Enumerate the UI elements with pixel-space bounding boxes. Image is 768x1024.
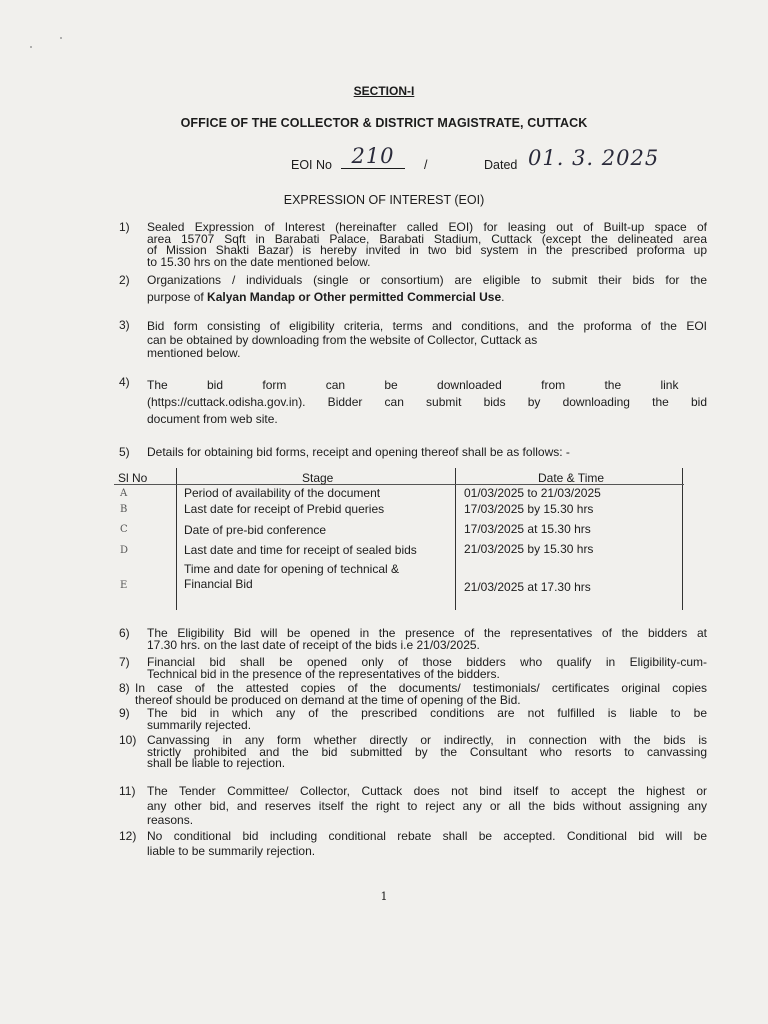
eoi-number-handwritten: 210 bbox=[341, 144, 405, 169]
clause-number: 3) bbox=[119, 318, 130, 332]
table-row-stage: Date of pre-bid conference bbox=[184, 523, 327, 537]
scan-speck bbox=[30, 46, 32, 48]
clause-line: Bid form consisting of eligibility criteria, terms and conditions, and the proforma of the EOI bbox=[147, 319, 707, 333]
table-divider bbox=[455, 468, 456, 610]
table-divider bbox=[176, 468, 177, 610]
clause-line: mentioned below. bbox=[147, 346, 241, 360]
table-row-date: 01/03/2025 to 21/03/2025 bbox=[464, 486, 601, 500]
clause-number: 2) bbox=[119, 273, 130, 287]
clause-text: Details for obtaining bid forms, receipt and opening thereof shall be as follows: - bbox=[147, 445, 570, 459]
clause-line: area 15707 Sqft in Barabati Palace, Barabati Stadium, Cuttack (except the delineated area bbox=[147, 231, 707, 246]
clause-text bbox=[147, 657, 707, 680]
table-row-stage: Last date and time for receipt of sealed bids bbox=[184, 543, 417, 557]
clause-text bbox=[147, 222, 707, 268]
clause-line: Organizations / individuals (single or consortium) are eligible to submit their bids for the bbox=[147, 273, 707, 287]
clause-line: In case of the attested copies of the documents/ testimonials/ certificates original copies bbox=[135, 681, 707, 695]
clause-line: reasons. bbox=[147, 813, 194, 827]
clause-number: 4) bbox=[119, 375, 130, 389]
dated-handwritten: 01. 3. 2025 bbox=[528, 146, 660, 170]
clause-bold-text: Kalyan Mandap or Other permitted Commercial Use bbox=[207, 290, 502, 304]
table-row-sl: B bbox=[120, 504, 128, 515]
clause-number: 11) bbox=[119, 784, 136, 798]
clause-line: The bid in which any of the prescribed conditions are not fulfilled is liable to be bbox=[147, 706, 707, 720]
clause-line: document from web site. bbox=[147, 412, 278, 426]
table-row-date: 17/03/2025 at 15.30 hrs bbox=[464, 522, 591, 536]
clause-line: summarily rejected. bbox=[147, 717, 252, 732]
eoi-number-label: EOI No bbox=[291, 158, 332, 172]
clause-line bbox=[147, 289, 707, 306]
clause-number: 9) bbox=[119, 706, 130, 720]
scan-speck bbox=[60, 37, 62, 39]
table-row-stage: Time and date for opening of technical & bbox=[184, 562, 400, 576]
clause-number: 7) bbox=[119, 655, 130, 669]
clause-number: 8) bbox=[119, 681, 130, 695]
clause-text-run: purpose of bbox=[147, 290, 208, 304]
clause-number: 6) bbox=[119, 626, 130, 640]
table-row-stage: Period of availability of the document bbox=[184, 486, 381, 500]
clause-line: The Tender Committee/ Collector, Cuttack does not bind itself to accept the highest or bbox=[147, 784, 707, 798]
clause-text bbox=[147, 708, 707, 731]
table-row-sl: C bbox=[120, 524, 128, 535]
clause-line: to 15.30 hrs on the date mentioned below. bbox=[147, 254, 371, 269]
table-row-date: 21/03/2025 at 17.30 hrs bbox=[464, 580, 591, 594]
table-row-sl: E bbox=[120, 580, 128, 591]
clause-text bbox=[147, 628, 707, 651]
clause-line: Sealed Expression of Interest (hereinafter called EOI) for leasing out of Built-up space of bbox=[147, 220, 707, 234]
table-row-stage: Financial Bid bbox=[184, 577, 253, 591]
clause-line: liable to be summarily rejection. bbox=[147, 843, 316, 858]
eoi-heading: EXPRESSION OF INTEREST (EOI) bbox=[283, 193, 485, 207]
schedule-table bbox=[114, 468, 684, 610]
clause-text bbox=[147, 784, 707, 828]
clause-line: shall be liable to rejection. bbox=[147, 756, 286, 770]
table-row-sl: A bbox=[120, 488, 128, 499]
clause-line: any other bid, and reserves itself the right to reject any or all the bids without assigning any bbox=[147, 798, 707, 813]
clause-line: can be obtained by downloading from the website of Collector, Cuttack as bbox=[147, 332, 538, 347]
clause-text bbox=[147, 829, 707, 858]
clause-line: 17.30 hrs. on the last date of receipt of the bids i.e 21/03/2025. bbox=[147, 637, 480, 652]
clause-number: 5) bbox=[119, 445, 130, 459]
clause-number: 10) bbox=[119, 733, 137, 747]
clause-text bbox=[147, 320, 707, 361]
clause-number: 12) bbox=[119, 829, 137, 843]
clause-line: thereof should be produced on demand at the time of opening of the Bid. bbox=[135, 692, 521, 707]
table-row-date: 21/03/2025 by 15.30 hrs bbox=[464, 542, 594, 556]
clause-text bbox=[147, 735, 707, 770]
clause-number: 1) bbox=[119, 220, 130, 234]
clause-text bbox=[135, 683, 707, 706]
office-heading: OFFICE OF THE COLLECTOR & DISTRICT MAGISTRATE, CUTTACK bbox=[180, 116, 588, 130]
eoi-slash: / bbox=[424, 158, 428, 172]
table-header-stage: Stage bbox=[302, 471, 334, 485]
eoi-reference-line bbox=[0, 144, 768, 180]
clause-line: Financial bid shall be opened only of those bidders who qualify in Eligibility-cum- bbox=[147, 655, 707, 669]
clause-line: The bid form can be downloaded from the link bbox=[147, 378, 679, 392]
clause-text bbox=[147, 377, 707, 428]
clause-line: The Eligibility Bid will be opened in the presence of the representatives of the bidders at bbox=[147, 626, 707, 640]
table-row-sl: D bbox=[120, 545, 129, 556]
dated-label: Dated bbox=[484, 158, 518, 172]
clause-text-run: . bbox=[501, 290, 505, 304]
clause-text bbox=[147, 272, 707, 306]
page-number: 1 bbox=[380, 890, 388, 903]
clause-line: strictly prohibited and the bid submitted by the Consultant who resorts to canvassing bbox=[147, 744, 707, 759]
table-row-date: 17/03/2025 by 15.30 hrs bbox=[464, 502, 594, 516]
clause-line: No conditional bid including conditional rebate shall be accepted. Conditional bid will be bbox=[147, 829, 707, 843]
table-divider bbox=[682, 468, 683, 610]
table-header-sl: Sl No bbox=[118, 471, 148, 485]
table-header-date: Date & Time bbox=[538, 471, 605, 485]
table-row-stage: Last date for receipt of Prebid queries bbox=[184, 502, 385, 516]
section-title: SECTION-I bbox=[353, 84, 415, 98]
clause-line: Canvassing in any form whether directly or indirectly, in connection with the bids is bbox=[147, 733, 707, 747]
clause-line: of Mission Shakti Bazar) is hereby invited in two bid system in the prescribed proforma up bbox=[147, 243, 707, 257]
clause-line: Technical bid in the presence of the representatives of the bidders. bbox=[147, 666, 500, 681]
clause-line: (https://cuttack.odisha.gov.in). Bidder can submit bids by downloading the bid bbox=[147, 395, 707, 409]
